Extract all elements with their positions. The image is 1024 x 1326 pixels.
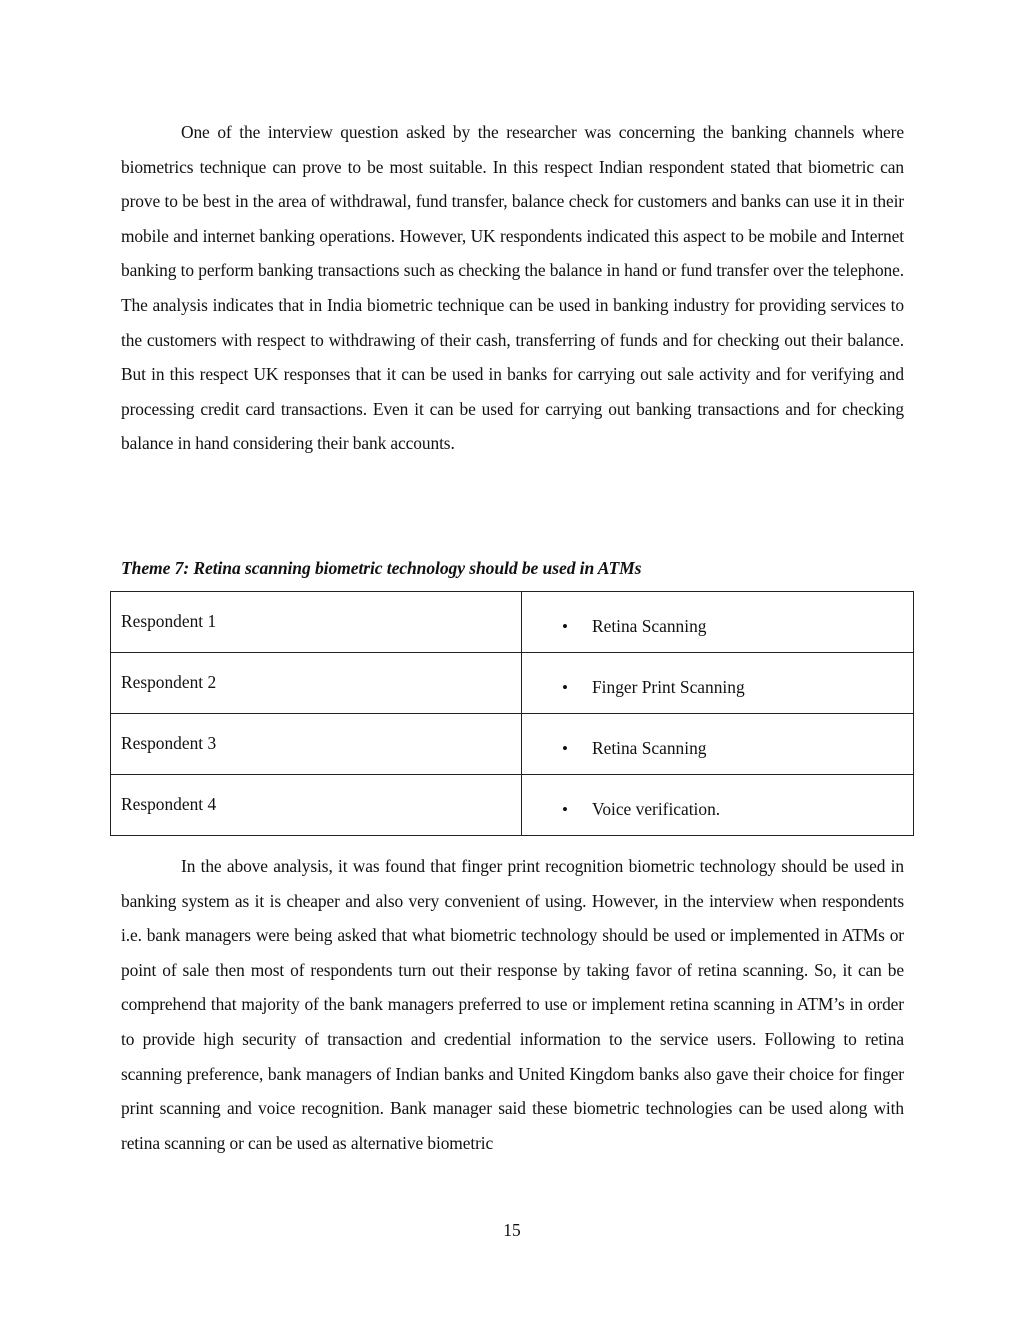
table-row xyxy=(111,775,914,836)
page-number: 15 xyxy=(503,1220,521,1240)
technology-cell xyxy=(522,592,914,653)
technology-cell xyxy=(522,775,914,836)
theme-heading: Theme 7: Retina scanning biometric technology should be used in ATMs xyxy=(121,558,642,578)
bullet-icon: • xyxy=(562,800,568,819)
bullet-icon: • xyxy=(562,617,568,636)
respondent-cell: Respondent 3 xyxy=(111,714,522,775)
respondent-cell: Respondent 1 xyxy=(111,592,522,653)
technology-cell xyxy=(522,714,914,775)
body-paragraph-1: One of the interview question asked by the researcher was concerning the banking channels where biometrics technique can prove to be most suitable. In this respect Indian respondent stated that biometric can prove to be best in the area of withdrawal, fund transfer, balance check for customers and banks can use it in their mobile and internet banking operations. However, UK respondents indicated this aspect to be mobile and Internet banking to perform banking transactions such as checking the balance in hand or fund transfer over the telephone. The analysis indicates that in India biometric technique can be used in banking industry for providing services to the customers with respect to withdrawing of their cash, transferring of funds and for checking out their balance. But in this respect UK responses that it can be used in banks for carrying out sale activity and for verifying and processing credit card transactions. Even it can be used for carrying out banking transactions and for checking balance in hand considering their bank accounts. xyxy=(121,122,904,454)
body-paragraph-2: In the above analysis, it was found that finger print recognition biometric technology should be used in banking system as it is cheaper and also very convenient of using. However, in the interview when respondents i.e. bank managers were being asked that what biometric technology should be used or implemented in ATMs or point of sale then most of respondents turn out their response by taking favor of retina scanning. So, it can be comprehend that majority of the bank managers preferred to use or implement retina scanning in ATM’s in order to provide high security of transaction and credential information to the service users. Following to retina scanning preference, bank managers of Indian banks and United Kingdom banks also gave their choice for finger print scanning and voice recognition. Bank manager said these biometric technologies can be used along with retina scanning or can be used as alternative biometric xyxy=(121,856,904,1153)
technology-label: Finger Print Scanning xyxy=(592,677,745,697)
technology-label: Retina Scanning xyxy=(592,738,707,758)
respondent-cell: Respondent 4 xyxy=(111,775,522,836)
technology-label: Retina Scanning xyxy=(592,616,707,636)
respondent-table xyxy=(110,591,914,836)
bullet-icon: • xyxy=(562,739,568,758)
respondent-cell: Respondent 2 xyxy=(111,653,522,714)
bullet-icon: • xyxy=(562,678,568,697)
table-row xyxy=(111,592,914,653)
table-row xyxy=(111,653,914,714)
table-row xyxy=(111,714,914,775)
technology-label: Voice verification. xyxy=(592,799,721,819)
technology-cell xyxy=(522,653,914,714)
